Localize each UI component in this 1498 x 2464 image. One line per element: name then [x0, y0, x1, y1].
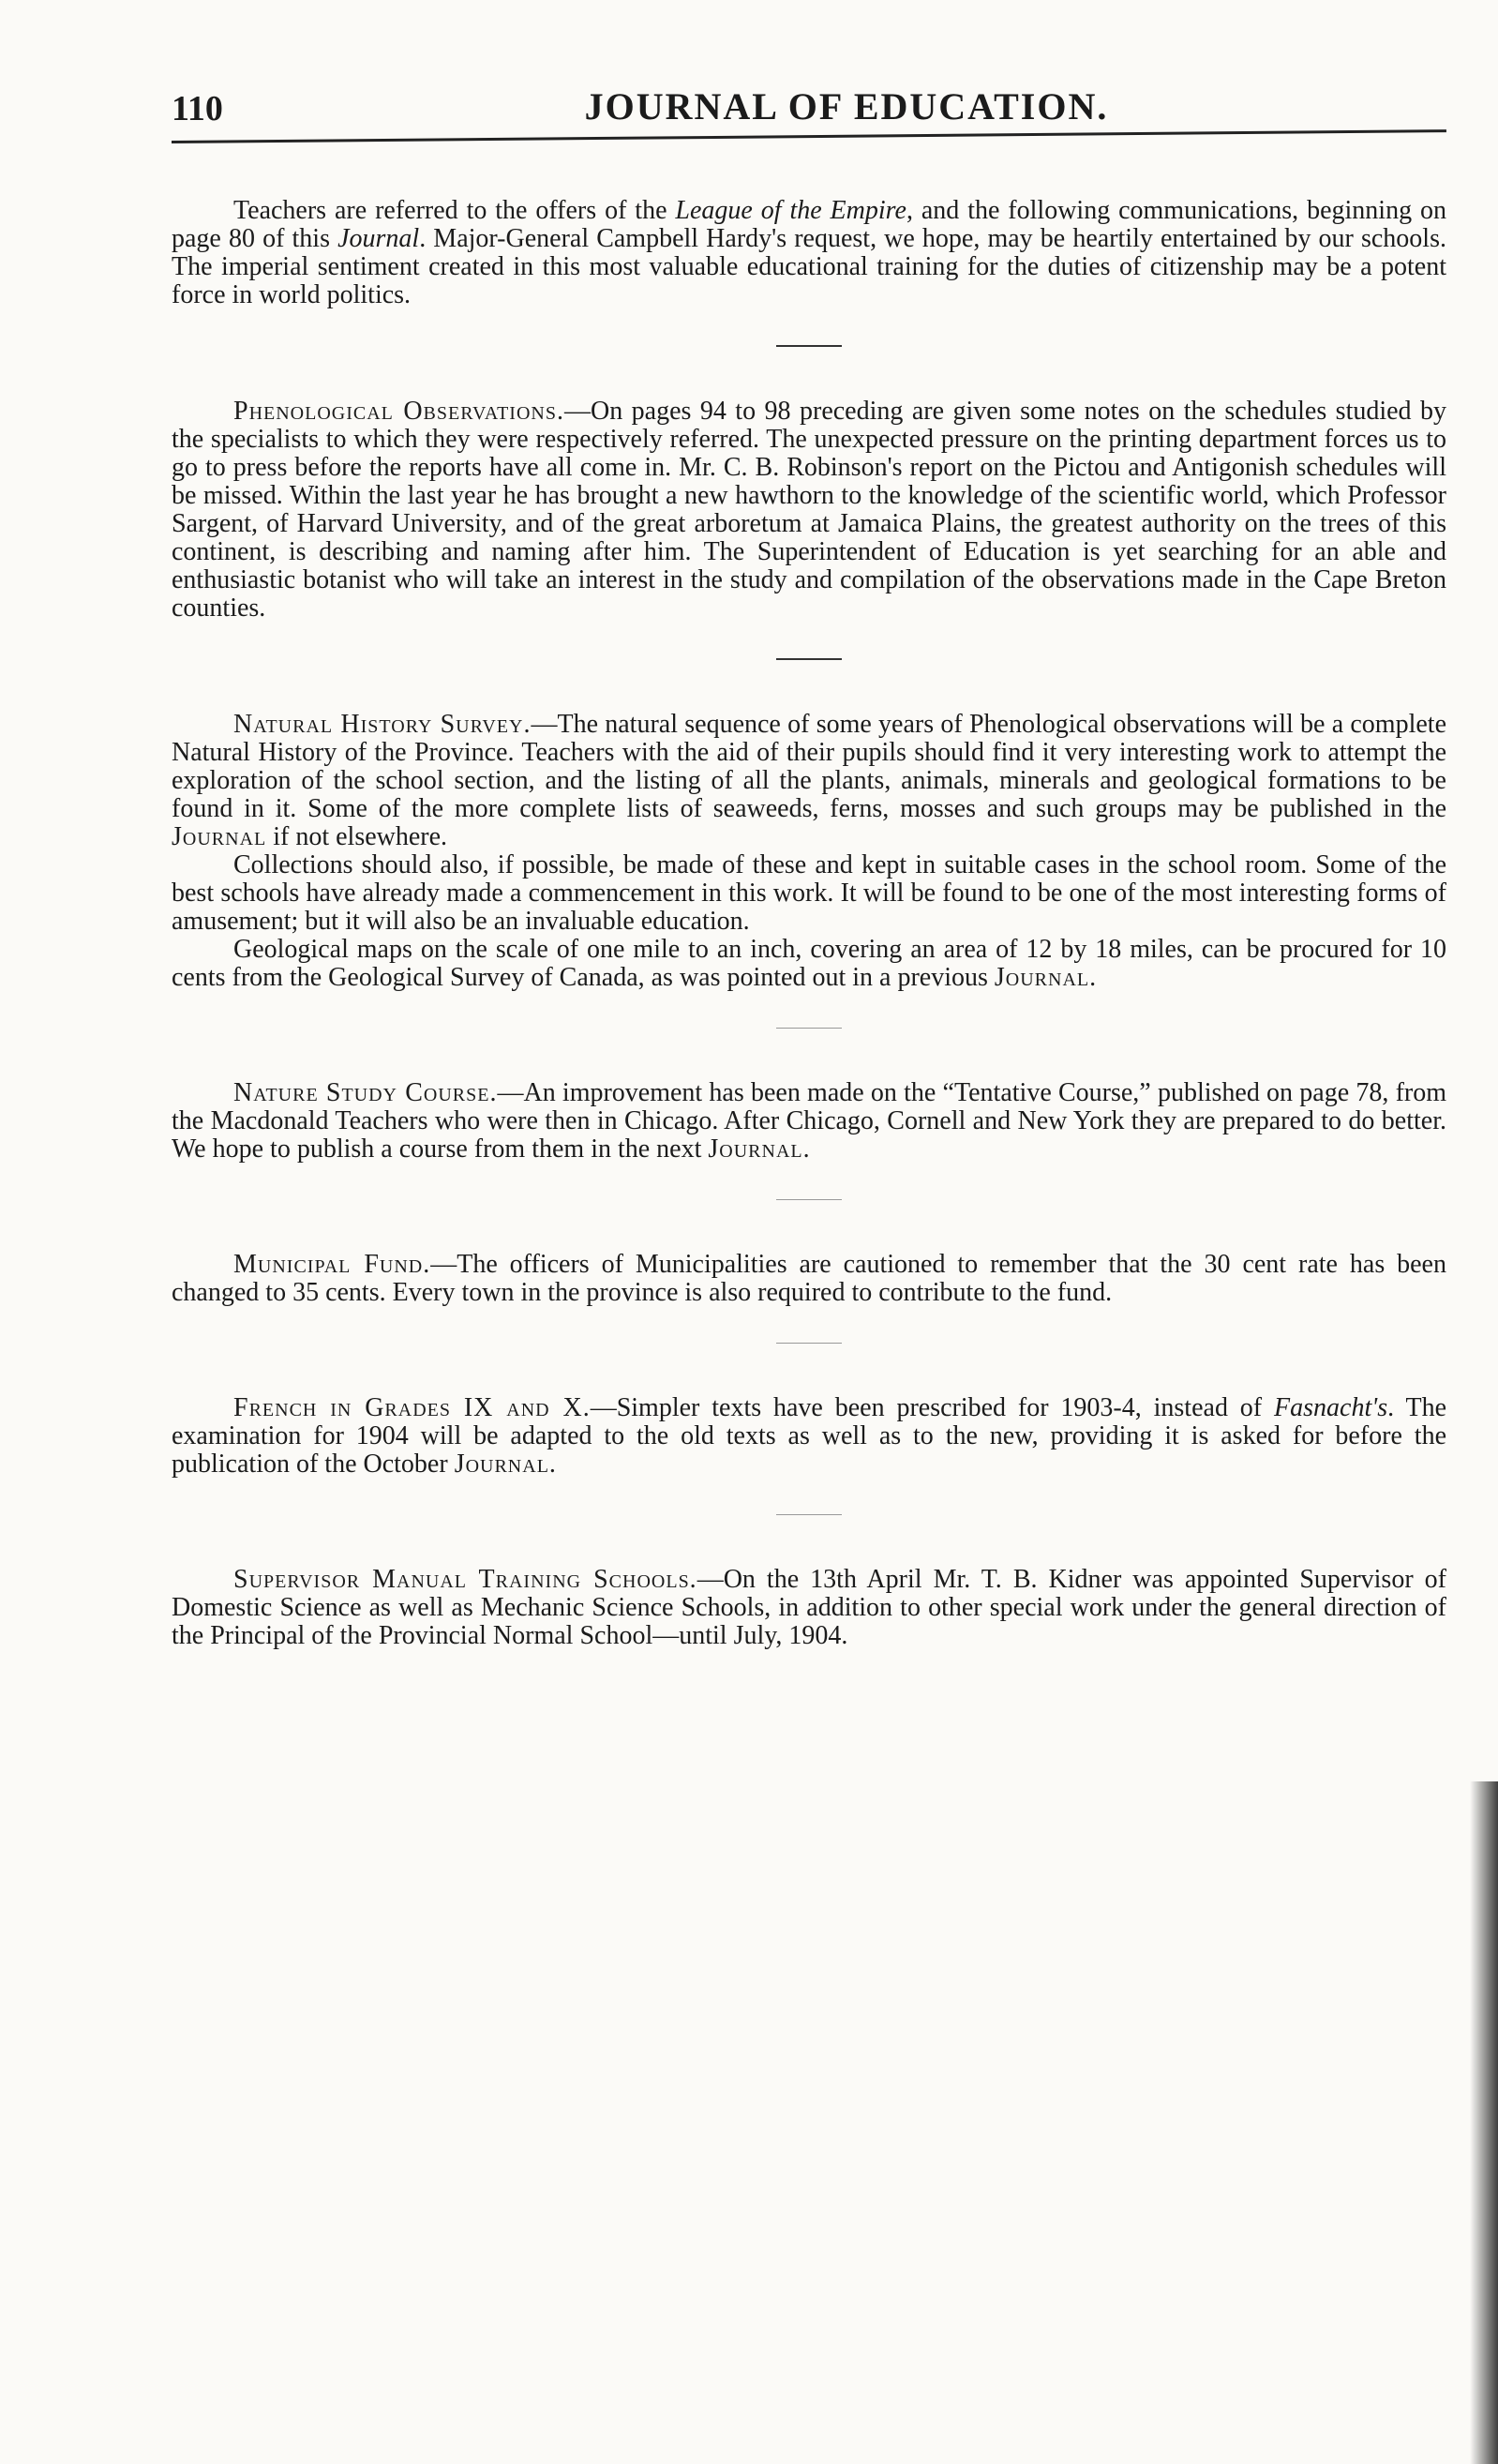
supervisor-paragraph [172, 1566, 1446, 1650]
section-divider [776, 1199, 842, 1200]
section-divider [776, 1028, 842, 1029]
natural-history-text-3: Geological maps on the scale of one mile to an inch, covering an area of 12 by 18 miles, can be procured for 10 cents from the Geological Survey of Canada, as was pointed out in a previous [172, 935, 1446, 992]
natural-history-heading: Natural History Survey. [233, 710, 532, 739]
intro-text-2: , and the following communications, beginning on page 80 of this [172, 196, 1446, 253]
journal-reference: Journal [994, 963, 1090, 992]
section-divider [776, 1514, 842, 1515]
french-grades-text-3: . [548, 1450, 556, 1479]
section-divider [776, 658, 842, 660]
supervisor-text: —On the 13th April Mr. T. B. Kidner was appointed Supervisor of Domestic Science as well as Mechanic Science Schools, in addition to other special work under the general direction of the Principal of the Provincial Normal School—until July, 1904. [172, 1565, 1446, 1650]
french-grades-heading: French in Grades IX and X. [233, 1393, 591, 1422]
municipal-fund-heading: Municipal Fund. [233, 1250, 431, 1279]
french-grades-text-1: —Simpler texts have been prescribed for 1903-4, instead of [590, 1393, 1275, 1422]
fasnacht-title: Fasnacht's [1274, 1393, 1388, 1422]
section-divider [776, 345, 842, 347]
natural-history-text-2: if not elsewhere. [266, 822, 448, 851]
nature-study-text-2: . [802, 1134, 810, 1164]
running-title: JOURNAL OF EDUCATION. [584, 85, 1109, 128]
phenological-paragraph [172, 398, 1446, 623]
municipal-fund-paragraph [172, 1251, 1446, 1307]
intro-text-1: Teachers are referred to the offers of the [233, 196, 676, 225]
section-divider [776, 1343, 842, 1344]
french-grades-paragraph [172, 1394, 1446, 1479]
journal-reference: Journal [708, 1134, 803, 1164]
natural-history-paragraph-1 [172, 711, 1446, 851]
supervisor-heading: Supervisor Manual Training Schools. [233, 1565, 697, 1594]
natural-history-text-4: . [1089, 963, 1097, 992]
natural-history-text-1: —The natural sequence of some years of Phenological observations will be a complete Natural History of the Province. Teachers with the aid of their pupils should find it very interesting work to attempt the exploration of the school section, and the listing of all the plants, animals, minerals and geological formations to be found in it. Some of the more complete lists of seaweeds, ferns, mosses and such groups may be published in the [172, 710, 1447, 823]
journal-title: Journal [337, 224, 420, 253]
page-number: 110 [172, 89, 223, 128]
nature-study-heading: Nature Study Course. [233, 1078, 498, 1107]
natural-history-paragraph-2: Collections should also, if possible, be made of these and kept in suitable cases in the school room. Some of the best schools have already made a commencement in this work. It will be found to be one of the most interesting forms of amusement; but it will also be an invaluable education. [172, 850, 1446, 936]
natural-history-paragraph-3 [172, 936, 1446, 992]
nature-study-paragraph [172, 1079, 1446, 1164]
municipal-fund-text: —The officers of Municipalities are cautioned to remember that the 30 cent rate has been changed to 35 cents. Every town in the province is also required to contribute to the fund. [172, 1250, 1446, 1307]
league-of-empire-title: League of the Empire [675, 196, 906, 225]
intro-text-3: . Major-General Campbell Hardy's request, we hope, may be heartily entertained by our schools. The imperial sentiment created in this most valuable educational training for the duties of citizenship may be a potent force in world politics. [172, 224, 1446, 309]
nature-study-text-1: —An improvement has been made on the “Tentative Course,” published on page 78, from the Macdonald Teachers who were then in Chicago. After Chicago, Cornell and New York they are prepared to do better. We hope to publish a course from them in the next [172, 1078, 1446, 1164]
french-grades-text-2: . The examination for 1904 will be adapted to the old texts as well as to the new, providing it is asked for before the publication of the October [172, 1393, 1447, 1479]
journal-reference: Journal [172, 822, 267, 851]
journal-reference: Journal [454, 1450, 549, 1479]
page-edge-shadow [1470, 1781, 1498, 2464]
page-content [172, 197, 1446, 1650]
intro-paragraph [172, 197, 1446, 309]
phenological-heading: Phenological Observations. [233, 397, 564, 426]
phenological-text: —On pages 94 to 98 preceding are given some notes on the schedules studied by the specialists to which they were respectively referred. The unexpected pressure on the printing department forces us to go to press before the reports have all come in. Mr. C. B. Robinson's report on the Pictou and Antigonish schedules will be missed. Within the last year he has brought a new hawthorn to the knowledge of the scientific world, which Professor Sargent, of Harvard University, and of the great arboretum at Jamaica Plains, the greatest authority on the trees of this continent, is describing and naming after him. The Superintendent of Education is yet searching for an able and enthusiastic botanist who will take an interest in the study and compilation of the observations made in the Cape Breton counties. [172, 397, 1447, 623]
